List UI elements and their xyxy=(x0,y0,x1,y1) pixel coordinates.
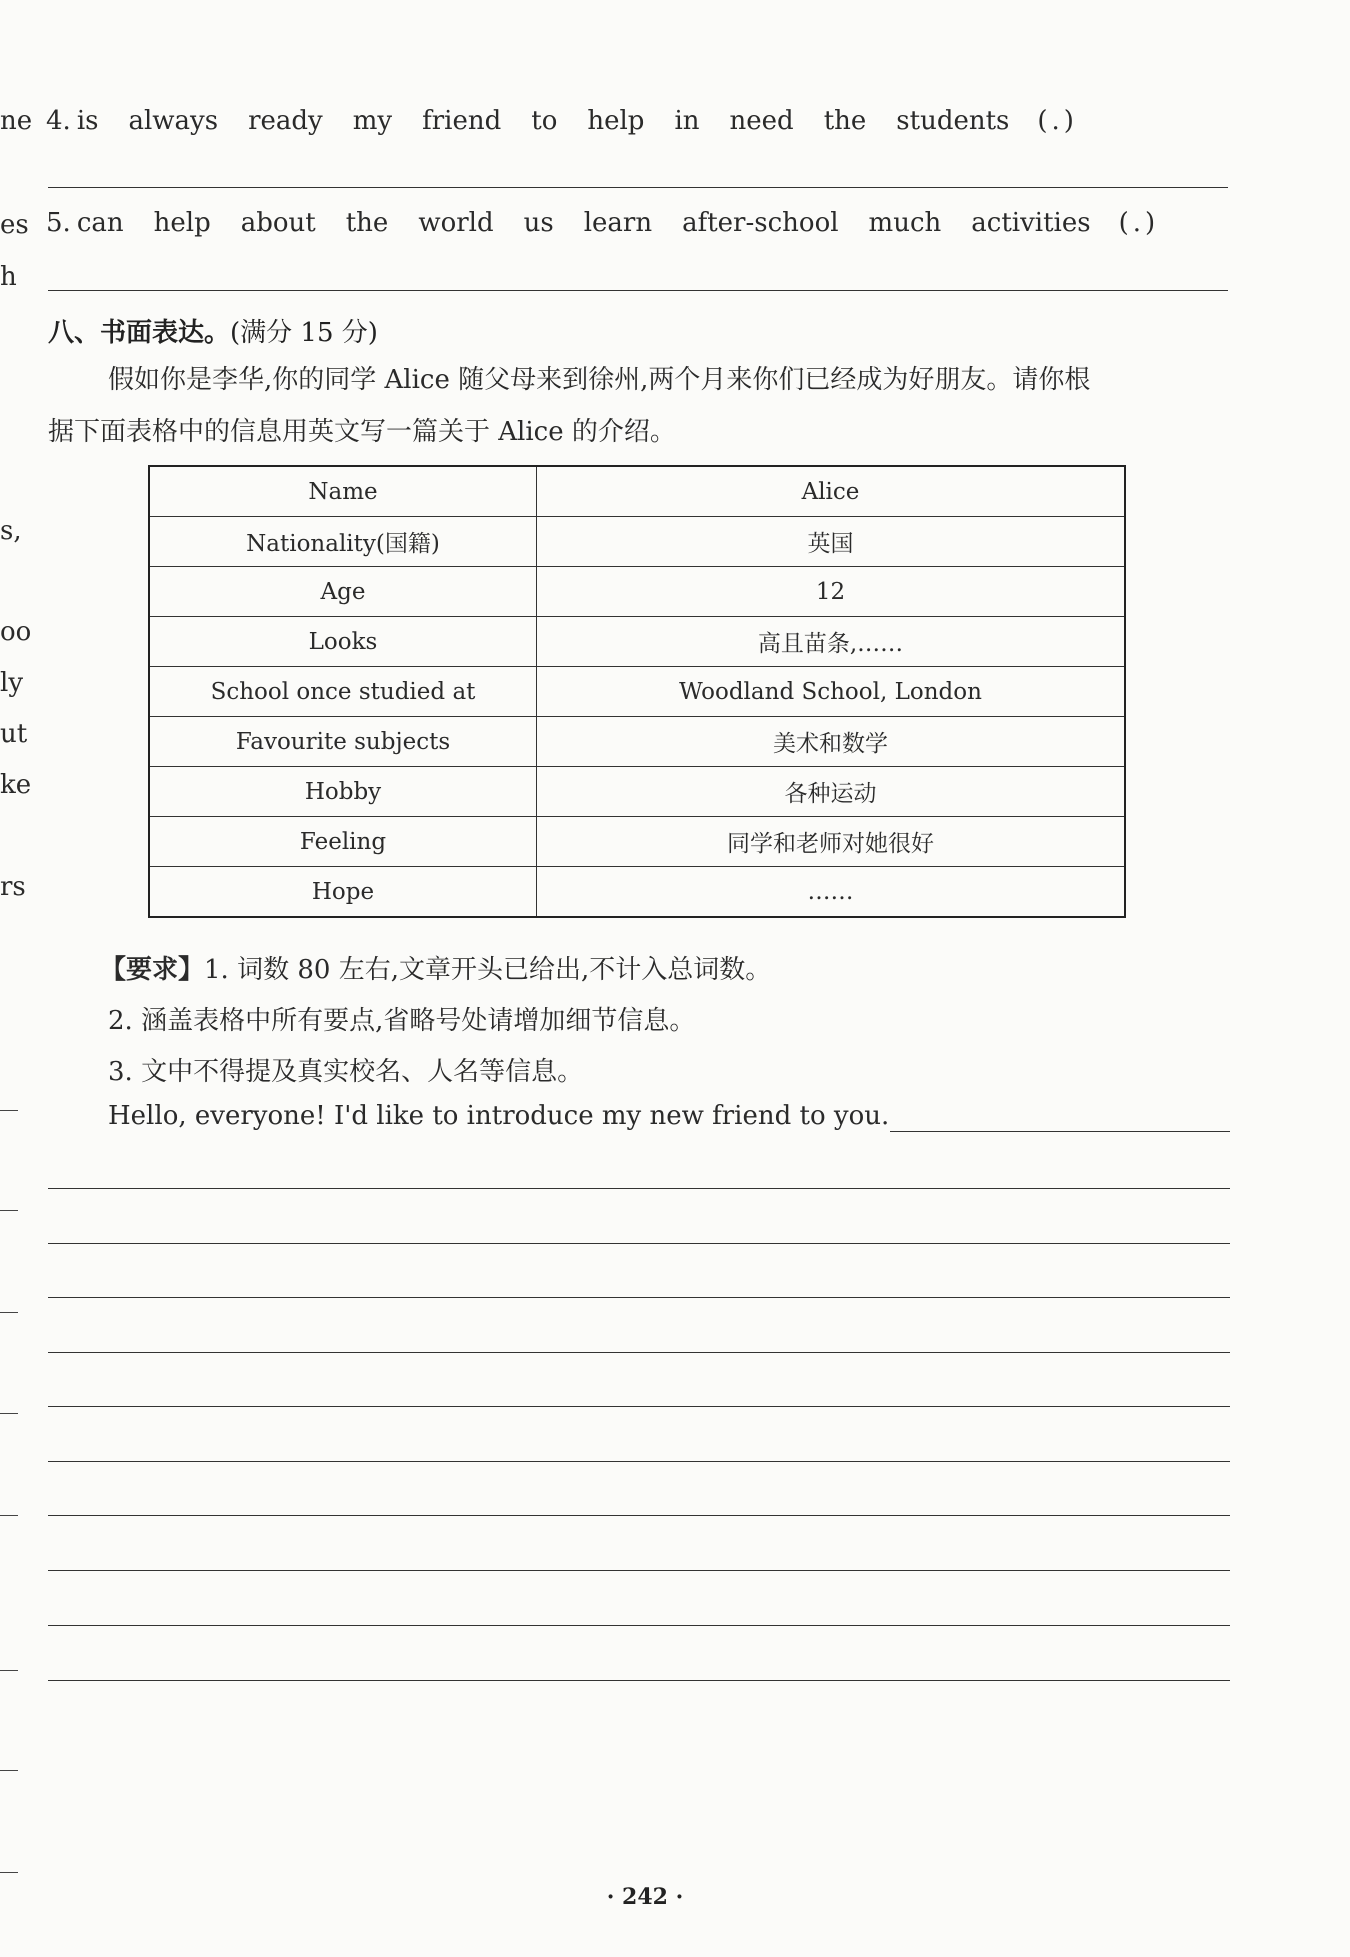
left-fragment: ut xyxy=(0,719,28,749)
left-fragment-line xyxy=(0,1413,18,1414)
table-row xyxy=(149,867,1125,918)
section-score: (满分 15 分) xyxy=(230,318,378,348)
writing-line[interactable] xyxy=(48,1352,1230,1353)
table-key: Age xyxy=(149,567,537,617)
left-fragment: rs xyxy=(0,872,26,902)
writing-line[interactable] xyxy=(48,1461,1230,1462)
table-key: Nationality(国籍) xyxy=(149,517,537,567)
scramble-word: need xyxy=(729,106,794,136)
table-row xyxy=(149,717,1125,767)
table-key: Hope xyxy=(149,867,537,918)
scramble-word: learn xyxy=(583,208,653,238)
writing-line[interactable] xyxy=(890,1131,1230,1132)
left-fragment: es xyxy=(0,210,29,240)
table-row xyxy=(149,817,1125,867)
scramble-word: us xyxy=(523,208,554,238)
scramble-word: ready xyxy=(248,106,323,136)
left-fragment-line xyxy=(0,1312,18,1313)
left-fragment: s, xyxy=(0,516,22,546)
scramble-word: much xyxy=(868,208,942,238)
answer-line-5[interactable] xyxy=(48,290,1228,291)
table-value: 英国 xyxy=(537,517,1126,567)
table-key: Looks xyxy=(149,617,537,667)
requirement-2: 2. 涵盖表格中所有要点,省略号处请增加细节信息。 xyxy=(108,1006,696,1036)
instruction-line-1: 假如你是李华,你的同学 Alice 随父母来到徐州,两个月来你们已经成为好朋友。请你根 xyxy=(108,365,1091,395)
scramble-sentence-5 xyxy=(46,208,1226,238)
left-fragment-line xyxy=(0,1110,18,1111)
writing-line[interactable] xyxy=(48,1188,1230,1189)
section-title-text: 八、书面表达。 xyxy=(48,318,231,348)
table-value: 同学和老师对她很好 xyxy=(537,817,1126,867)
table-key: Name xyxy=(149,466,537,517)
writing-line[interactable] xyxy=(48,1625,1230,1626)
scramble-word: my xyxy=(352,106,393,136)
table-row xyxy=(149,517,1125,567)
writing-line[interactable] xyxy=(48,1243,1230,1244)
left-fragment: h xyxy=(0,262,17,292)
page-number: · 242 · xyxy=(606,1884,684,1910)
writing-line[interactable] xyxy=(48,1297,1230,1298)
section-title xyxy=(48,312,378,349)
table-value: Alice xyxy=(537,466,1126,517)
table-key: School once studied at xyxy=(149,667,537,717)
scramble-word: help xyxy=(153,208,211,238)
left-fragment-line xyxy=(0,1872,18,1873)
left-fragment-line xyxy=(0,1515,18,1516)
essay-opening: Hello, everyone! I'd like to introduce my new friend to you. xyxy=(108,1101,890,1131)
instruction-line-2: 据下面表格中的信息用英文写一篇关于 Alice 的介绍。 xyxy=(48,417,676,447)
left-fragment: ly xyxy=(0,668,24,698)
requirement-1 xyxy=(100,949,771,986)
scramble-word: friend xyxy=(422,106,502,136)
scramble-word: world xyxy=(418,208,494,238)
writing-line[interactable] xyxy=(48,1406,1230,1407)
left-fragment-line xyxy=(0,1670,18,1671)
info-table xyxy=(148,465,1126,918)
scramble-word: is xyxy=(76,106,99,136)
table-value: 美术和数学 xyxy=(537,717,1126,767)
table-key: Hobby xyxy=(149,767,537,817)
scramble-word: the xyxy=(823,106,867,136)
scramble-word: in xyxy=(674,106,700,136)
table-row xyxy=(149,617,1125,667)
table-value: 各种运动 xyxy=(537,767,1126,817)
end-punctuation: (.) xyxy=(1118,208,1160,238)
writing-line[interactable] xyxy=(48,1570,1230,1571)
scramble-word: always xyxy=(128,106,219,136)
table-value: Woodland School, London xyxy=(537,667,1126,717)
left-fragment-line xyxy=(0,1210,18,1211)
table-row xyxy=(149,767,1125,817)
scramble-word: to xyxy=(531,106,558,136)
scramble-sentence-4 xyxy=(46,106,1226,136)
question-number: 4. xyxy=(46,106,71,136)
table-row xyxy=(149,466,1125,517)
writing-line[interactable] xyxy=(48,1515,1230,1516)
left-fragment: ke xyxy=(0,770,32,800)
table-row xyxy=(149,567,1125,617)
question-number: 5. xyxy=(46,208,71,238)
requirement-text: 1. 词数 80 左右,文章开头已给出,不计入总词数。 xyxy=(204,955,772,985)
scramble-word: activities xyxy=(971,208,1091,238)
left-fragment-line xyxy=(0,1770,18,1771)
table-value: 高且苗条,…… xyxy=(537,617,1126,667)
scramble-word: after-school xyxy=(682,208,839,238)
table-key: Favourite subjects xyxy=(149,717,537,767)
left-fragment: oo xyxy=(0,617,32,647)
scramble-word: help xyxy=(587,106,645,136)
table-value: 12 xyxy=(537,567,1126,617)
table-key: Feeling xyxy=(149,817,537,867)
answer-line-4[interactable] xyxy=(48,187,1228,188)
end-punctuation: (.) xyxy=(1037,106,1078,136)
scramble-word: about xyxy=(240,208,316,238)
table-value: …… xyxy=(537,867,1126,918)
left-fragment: ne xyxy=(0,106,33,136)
writing-line[interactable] xyxy=(48,1680,1230,1681)
scramble-word: the xyxy=(345,208,389,238)
scramble-word: can xyxy=(76,208,124,238)
scramble-word: students xyxy=(896,106,1010,136)
requirement-heading: 【要求】 xyxy=(100,955,205,985)
table-row xyxy=(149,667,1125,717)
requirement-3: 3. 文中不得提及真实校名、人名等信息。 xyxy=(108,1057,584,1087)
